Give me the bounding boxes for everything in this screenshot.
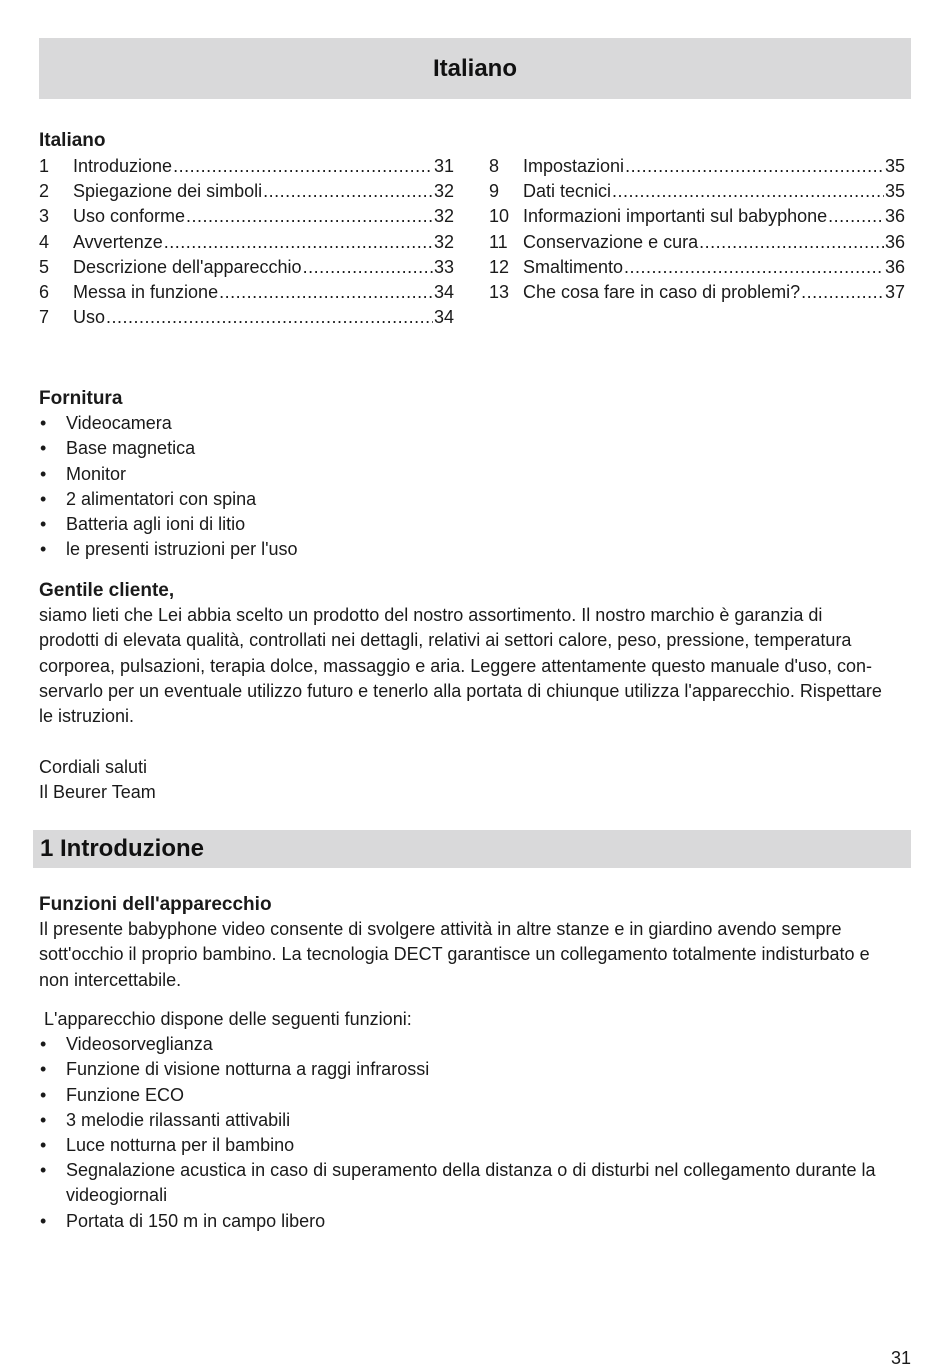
bullet-icon: • xyxy=(40,1059,47,1080)
toc-entry-number: 9 xyxy=(489,181,500,202)
list-item-text: 3 melodie rilassanti attivabili xyxy=(66,1109,291,1130)
toc-entry[interactable] xyxy=(39,154,454,179)
toc-entry-page: 36 xyxy=(884,206,905,227)
list-item xyxy=(39,462,911,487)
toc-entry-page: 35 xyxy=(884,156,905,176)
toc-entry-page: 31 xyxy=(433,156,454,176)
page-number: 31 xyxy=(891,1348,912,1368)
bullet-icon: • xyxy=(40,413,47,434)
toc-entry-number: 2 xyxy=(39,181,50,202)
toc-entry-title: Avvertenze xyxy=(73,231,163,252)
list-item-text: le presenti istruzioni per l'uso xyxy=(66,539,298,560)
toc-dot-leader xyxy=(106,305,433,330)
bullet-icon: • xyxy=(40,1210,47,1231)
funzioni-features xyxy=(39,1007,911,1234)
toc-entry-number: 8 xyxy=(489,156,500,176)
list-item-continuation: videogiornali xyxy=(66,1185,168,1206)
toc-heading: Italiano xyxy=(39,130,106,151)
features-intro: L'apparecchio dispone delle seguenti funzioni: xyxy=(39,1009,412,1029)
funzioni-line: Il presente babyphone video consente di svolgere attività in altre stanze e in giardino avendo sempre xyxy=(39,919,842,940)
toc-entry-page: 33 xyxy=(433,256,454,277)
toc-entry-page: 34 xyxy=(433,281,454,302)
toc-right-column xyxy=(489,154,905,305)
greeting-line: servarlo per un eventuale utilizzo futuro e tenerlo alla portata di chiunque utilizza l'apparecchio. Rispettare xyxy=(39,680,882,701)
toc-dot-leader xyxy=(801,280,884,305)
toc-entry-number: 6 xyxy=(39,281,50,302)
toc-dot-leader xyxy=(699,230,884,255)
bullet-icon: • xyxy=(40,1135,47,1156)
bullet-icon: • xyxy=(40,1109,47,1130)
closing-text: Cordiali saluti xyxy=(39,757,148,777)
fornitura-heading: Fornitura xyxy=(39,388,123,409)
toc-entry[interactable] xyxy=(489,255,905,280)
funzioni-line: sott'occhio il proprio bambino. La tecnologia DECT garantisce un collegamento totalmente indisturbato e xyxy=(39,944,870,965)
toc-dot-leader xyxy=(612,179,884,204)
list-item-text: Base magnetica xyxy=(66,438,196,459)
toc-entry-title: Dati tecnici xyxy=(523,181,612,202)
toc-dot-leader xyxy=(263,179,433,204)
toc-left-column xyxy=(39,154,454,330)
toc-dot-leader xyxy=(828,204,884,229)
fornitura-section xyxy=(39,386,911,562)
chapter-title-bar xyxy=(33,830,911,868)
greeting-line: siamo lieti che Lei abbia scelto un prodotto del nostro assortimento. Il nostro marchio è garanzia di xyxy=(39,605,823,626)
toc-dot-leader xyxy=(303,255,433,280)
greeting-heading: Gentile cliente, xyxy=(39,580,175,601)
toc-dot-leader xyxy=(186,204,433,229)
list-item-text: Portata di 150 m in campo libero xyxy=(66,1210,326,1231)
toc-dot-leader xyxy=(624,255,884,280)
toc-dot-leader xyxy=(173,154,433,179)
list-item xyxy=(39,1209,911,1234)
toc-entry[interactable] xyxy=(39,179,454,204)
toc-entry[interactable] xyxy=(39,255,454,280)
toc-entry-title: Che cosa fare in caso di problemi? xyxy=(523,281,801,302)
bullet-icon: • xyxy=(40,488,47,509)
toc-entry-title: Conservazione e cura xyxy=(523,231,699,252)
chapter-title: 1 Introduzione xyxy=(40,835,204,862)
toc-entry-page: 37 xyxy=(884,281,905,302)
list-item xyxy=(39,411,911,436)
toc-dot-leader xyxy=(164,230,433,255)
list-item-text: Batteria agli ioni di litio xyxy=(66,514,246,535)
bullet-icon: • xyxy=(40,438,47,459)
list-item xyxy=(39,537,911,562)
toc-entry-page: 32 xyxy=(433,181,454,202)
toc-entry[interactable] xyxy=(39,280,454,305)
toc-entry[interactable] xyxy=(489,204,905,229)
toc-entry-title: Spiegazione dei simboli xyxy=(73,181,263,202)
toc-entry[interactable] xyxy=(489,179,905,204)
list-item xyxy=(39,1133,911,1158)
toc-dot-leader xyxy=(625,154,884,179)
toc-entry[interactable] xyxy=(489,280,905,305)
list-item xyxy=(39,1108,911,1133)
greeting-line: corporea, pulsazioni, terapia dolce, massaggio e aria. Leggere attentamente questo manuale d'uso, con- xyxy=(39,655,872,676)
toc-entry-page: 32 xyxy=(433,206,454,227)
toc-entry-title: Impostazioni xyxy=(523,156,625,176)
toc-entry-title: Smaltimento xyxy=(523,256,624,277)
toc-entry-number: 1 xyxy=(39,156,50,176)
toc-dot-leader xyxy=(219,280,433,305)
signature-block xyxy=(39,755,911,805)
list-item xyxy=(39,487,911,512)
list-item xyxy=(39,436,911,461)
toc-entry-title: Uso conforme xyxy=(73,206,186,227)
list-item xyxy=(39,1083,911,1108)
list-item-text: Funzione di visione notturna a raggi infrarossi xyxy=(66,1059,430,1080)
toc-entry-title: Descrizione dell'apparecchio xyxy=(73,256,302,277)
toc-entry[interactable] xyxy=(39,230,454,255)
list-item-text: Segnalazione acustica in caso di superamento della distanza o di disturbi nel collegamento durante la xyxy=(66,1160,876,1181)
toc-entry[interactable] xyxy=(489,154,905,179)
language-title: Italiano xyxy=(432,54,517,82)
features-list xyxy=(39,1032,911,1234)
greeting-section xyxy=(39,578,911,729)
toc-entry-number: 13 xyxy=(489,281,510,302)
toc-entry-title: Introduzione xyxy=(73,156,173,176)
toc-entry-number: 11 xyxy=(489,231,508,252)
toc-entry[interactable] xyxy=(39,305,454,330)
list-item-text: Funzione ECO xyxy=(66,1084,185,1105)
toc-entry[interactable] xyxy=(489,230,905,255)
list-item xyxy=(39,1158,911,1208)
bullet-icon: • xyxy=(40,1084,47,1105)
language-title-bar xyxy=(39,38,911,99)
list-item xyxy=(39,1032,911,1057)
toc-entry-page: 34 xyxy=(433,307,454,328)
toc-entry-title: Uso xyxy=(73,307,106,328)
toc-entry-page: 36 xyxy=(884,256,905,277)
toc-entry-number: 5 xyxy=(39,256,50,277)
bullet-icon: • xyxy=(40,463,47,484)
funzioni-section xyxy=(39,892,911,993)
toc-entry-page: 32 xyxy=(433,231,454,252)
toc-entry-number: 12 xyxy=(489,256,510,277)
toc-entry-number: 3 xyxy=(39,206,50,227)
funzioni-line: non intercettabile. xyxy=(39,969,182,990)
greeting-line: prodotti di elevata qualità, controllati nei dettagli, relativi ai settori calore, peso, pressione, temperatura xyxy=(39,630,852,651)
toc-entry-title: Messa in funzione xyxy=(73,281,219,302)
toc-entry-number: 7 xyxy=(39,307,50,328)
list-item xyxy=(39,512,911,537)
funzioni-heading: Funzioni dell'apparecchio xyxy=(39,894,272,915)
toc-entry-number: 10 xyxy=(489,206,510,227)
toc-entry-title: Informazioni importanti sul babyphone xyxy=(523,206,828,227)
bullet-icon: • xyxy=(40,539,47,560)
list-item-text: Videocamera xyxy=(66,413,172,434)
toc-entry-number: 4 xyxy=(39,231,50,252)
bullet-icon: • xyxy=(40,1034,47,1055)
bullet-icon: • xyxy=(40,1160,47,1181)
list-item xyxy=(39,1057,911,1082)
bullet-icon: • xyxy=(40,514,47,535)
greeting-line: le istruzioni. xyxy=(39,706,135,727)
toc-entry[interactable] xyxy=(39,204,454,229)
fornitura-list xyxy=(39,411,911,562)
toc-entry-page: 35 xyxy=(884,181,905,202)
toc-entry-page: 36 xyxy=(884,231,905,252)
signature-text: Il Beurer Team xyxy=(39,782,156,803)
list-item-text: Videosorveglianza xyxy=(66,1034,213,1055)
list-item-text: 2 alimentatori con spina xyxy=(66,488,257,509)
list-item-text: Luce notturna per il bambino xyxy=(66,1135,295,1156)
list-item-text: Monitor xyxy=(66,463,127,484)
